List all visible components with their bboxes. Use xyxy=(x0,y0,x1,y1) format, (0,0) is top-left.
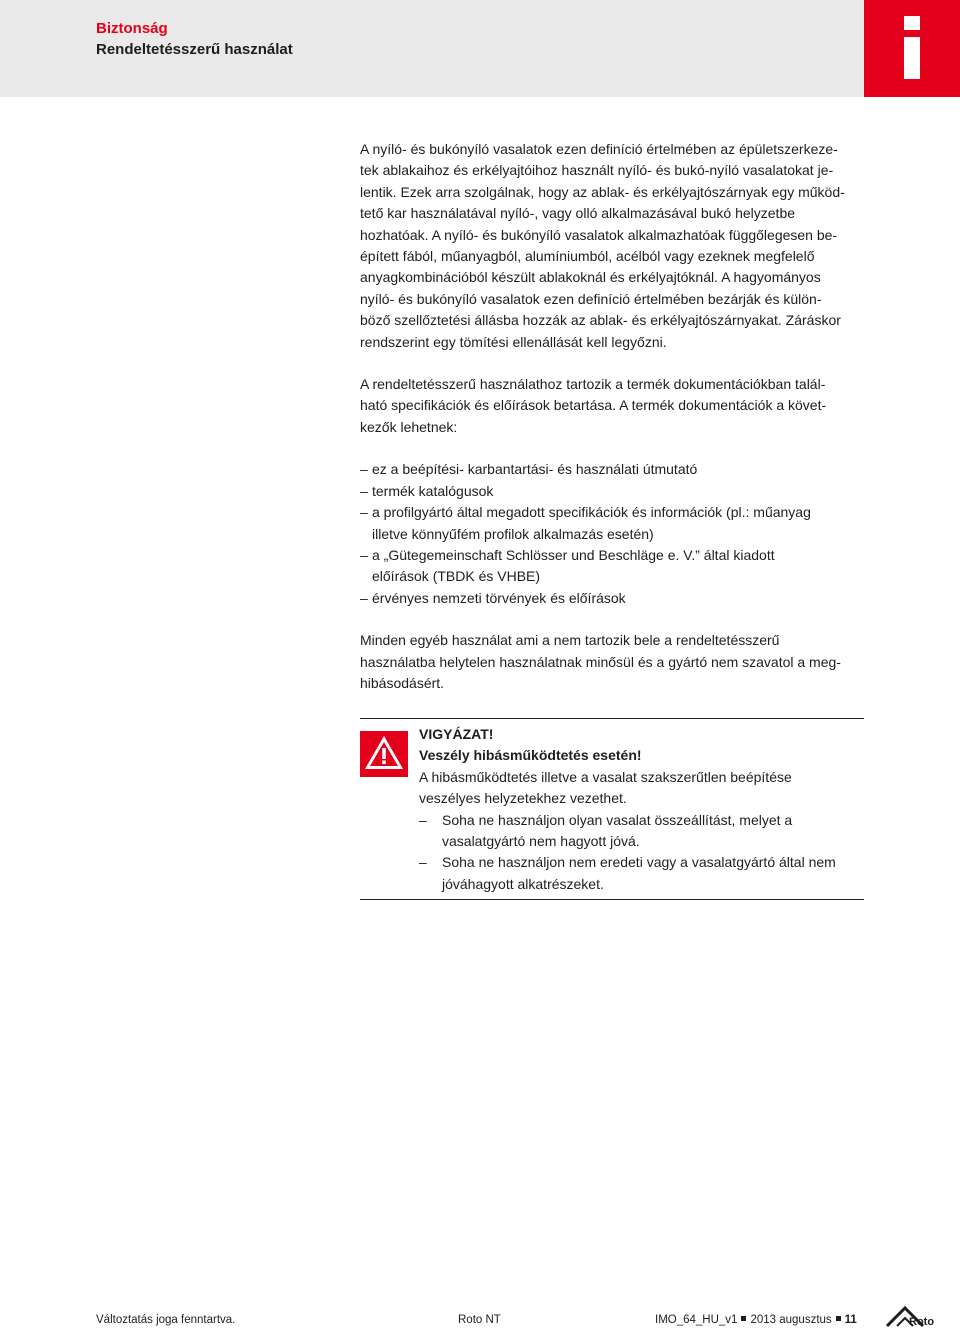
logo-text: Roto xyxy=(909,1316,935,1328)
text-line: Minden egyéb használat ami a nem tartozik bele a rendeltetésszerű xyxy=(360,632,780,649)
list-item xyxy=(419,810,864,853)
text-line: épített fából, műanyagból, alumíniumból, acélból vagy ezeknek megfelelő xyxy=(360,248,815,265)
list-item-text: Soha ne használjon olyan vasalat összeállítást, melyet a xyxy=(442,811,793,828)
warning-description xyxy=(419,767,864,810)
list-item-text: vasalatgyártó nem hagyott jóvá. xyxy=(442,833,640,850)
text-line: tek ablakaihoz és erkélyajtóihoz használt nyíló- és bukó-nyíló vasalatokat je- xyxy=(360,162,834,179)
warning-text xyxy=(419,724,864,895)
footer-rights: Változtatás joga fenntartva. xyxy=(96,1314,236,1326)
paragraph-intended-use xyxy=(360,374,864,438)
warning-subtitle: Veszély hibásműködtetés esetén! xyxy=(419,747,642,764)
dash-bullet: – xyxy=(360,482,368,499)
list-item-text: előírások (TBDK és VHBE) xyxy=(372,568,541,585)
text-line: lentik. Ezek arra szolgálnak, hogy az ablak- és erkélyajtószárnyak egy működ- xyxy=(360,183,845,200)
footer-doc-info xyxy=(655,1314,857,1326)
text-line: hozhatóak. A nyíló- és bukónyíló vasalatok alkalmazhatóak függőlegesen be- xyxy=(360,226,838,243)
list-item xyxy=(360,588,864,609)
dash-bullet: – xyxy=(419,811,427,828)
subsection-title: Rendeltetésszerű használat xyxy=(96,41,293,58)
dash-bullet: – xyxy=(360,546,368,563)
page-header xyxy=(0,0,960,97)
footer-date: 2013 augusztus xyxy=(750,1314,832,1326)
list-item xyxy=(360,459,864,480)
list-item xyxy=(360,481,864,502)
warning-list xyxy=(419,810,864,896)
text-line: használatba helytelen használatnak minősül és a gyártó nem szavatol a meg- xyxy=(360,653,841,670)
list-item xyxy=(360,502,864,545)
list-item xyxy=(360,545,864,588)
text-line: rendszerint egy tömítési ellenállását kell legyőzni. xyxy=(360,333,667,350)
footer-doc-id: IMO_64_HU_v1 xyxy=(655,1314,738,1326)
text-line: A rendeltetésszerű használathoz tartozik a termék dokumentációkban talál- xyxy=(360,376,826,393)
dash-bullet: – xyxy=(360,589,368,606)
list-item-text: jóváhagyott alkatrészeket. xyxy=(442,875,604,892)
text-line: A hibásműködtetés illetve a vasalat szakszerűtlen beépítése xyxy=(419,768,792,785)
dash-bullet: – xyxy=(419,854,427,871)
text-line: kezők lehetnek: xyxy=(360,418,458,435)
text-line: A nyíló- és bukónyíló vasalatok ezen definíció értelmében az épületszerkeze- xyxy=(360,141,838,157)
footer-product: Roto NT xyxy=(458,1314,501,1326)
documentation-list xyxy=(360,459,864,609)
roto-logo xyxy=(885,1304,940,1328)
list-item-text: érvényes nemzeti törvények és előírások xyxy=(372,589,626,606)
list-item-text: Soha ne használjon nem eredeti vagy a vasalatgyártó által nem xyxy=(442,854,836,871)
footer-separator xyxy=(836,1316,841,1321)
text-line: veszélyes helyzetekhez vezethet. xyxy=(419,790,627,807)
list-item-text: ez a beépítési- karbantartási- és használati útmutató xyxy=(372,461,698,478)
footer-separator xyxy=(741,1316,746,1321)
text-line: tető kar használatával nyíló-, vagy olló alkalmazásával bukó helyzetbe xyxy=(360,205,796,222)
warning-title: VIGYÁZAT! xyxy=(419,726,494,742)
info-i-icon xyxy=(864,0,960,97)
list-item xyxy=(419,852,864,895)
text-line: ható specifikációk és előírások betartása. A termék dokumentációk a követ- xyxy=(360,397,827,414)
text-line: böző szellőztetési állásba hozzák az ablak- és erkélyajtószárnyakat. Záráskor xyxy=(360,312,841,329)
list-item-text: termék katalógusok xyxy=(372,482,494,499)
list-item-text: illetve könnyűfém profilok alkalmazás esetén) xyxy=(372,525,654,542)
paragraph-definition xyxy=(360,139,864,353)
dash-bullet: – xyxy=(360,504,368,521)
list-item-text: a profilgyártó által megadott specifikációk és információk (pl.: műanyag xyxy=(372,504,811,521)
list-item-text: a „Gütegemeinschaft Schlösser und Beschläge e. V.” által kiadott xyxy=(372,546,775,563)
warning-triangle-icon xyxy=(360,731,408,777)
section-title: Biztonság xyxy=(96,20,168,37)
text-line: hibásodásért. xyxy=(360,674,445,691)
text-line: nyíló- és bukónyíló vasalatok ezen definíció értelmében bezárják és külön- xyxy=(360,290,822,307)
main-content xyxy=(360,139,864,715)
paragraph-misuse xyxy=(360,630,864,694)
text-line: anyagkombinációból készült ablakoknál és erkélyajtóknál. A hagyományos xyxy=(360,269,821,286)
dash-bullet: – xyxy=(360,461,368,478)
page-number: 11 xyxy=(844,1314,857,1326)
warning-box xyxy=(360,718,864,900)
